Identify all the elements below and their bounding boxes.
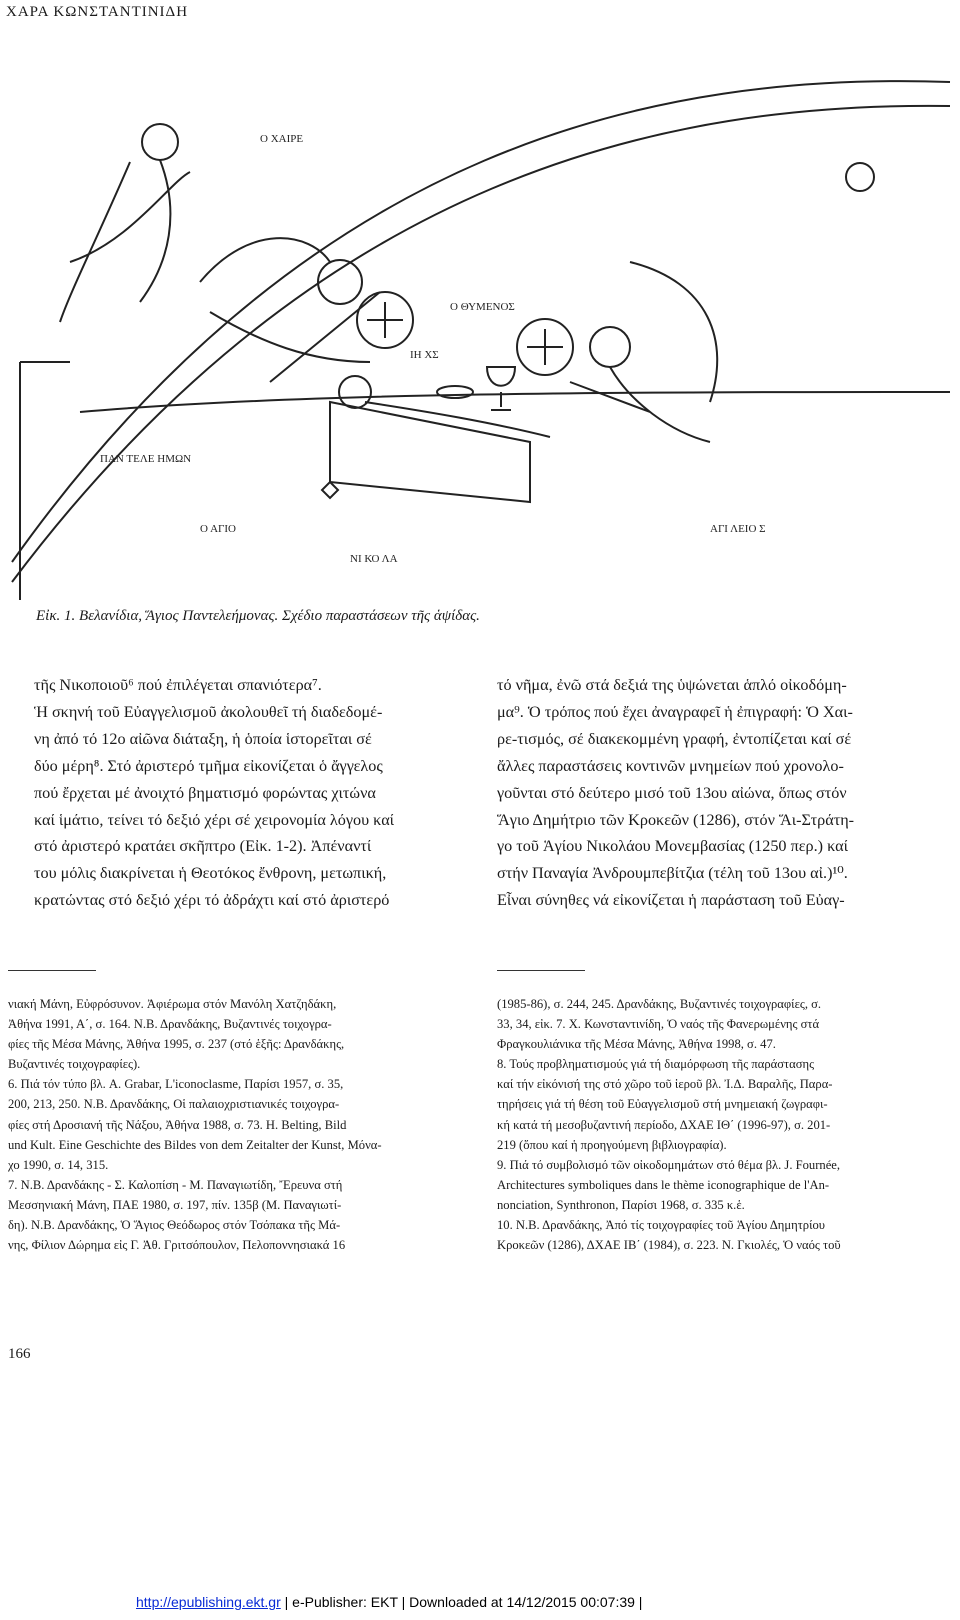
footnote-line: Ἀθήνα 1991, Α΄, σ. 164. Ν.Β. Δρανδάκης, Βυζαντινές τοιχογρα- [8,1017,332,1032]
apse-drawing-figure [10,62,952,600]
body-line: καί ἱμάτιο, τείνει τό δεξιό χέρι σέ χειρονομία λόγου καί [34,810,395,829]
footnote-line: 6. Πιά τόν τύπο βλ. A. Grabar, L'iconoclasme, Παρίσι 1957, σ. 35, [8,1077,344,1092]
body-line: γοῦνται στό δεύτερο μισό τοῦ 13ου αἰώνα, ὅπως στόν [497,783,847,802]
inscription-nikolaos: ΝΙ ΚΟ ΛΑ [350,553,398,565]
apse-arch-inner [12,106,950,582]
angel-right [570,262,717,442]
angel-halo-left [142,124,178,160]
body-line: δύο μέρη⁸. Στό ἀριστερό τμῆμα εἰκονίζεται ὁ ἄγγελος [34,756,383,775]
footnote-rule-left [8,970,96,971]
small-ornament [322,482,338,498]
footnote-line: 7. Ν.Β. Δρανδάκης - Σ. Καλοπίση - Μ. Παναγιωτίδη, Ἔρευνα στή [8,1177,343,1192]
footnote-line: νιακή Μάνη, Εὐφρόσυνον. Ἀφιέρωμα στόν Μανόλη Χατζηδάκη, [8,997,337,1011]
body-line: ρε-τισμός, σέ διακεκομμένη γραφή, ἐντοπίζεται καί σέ [497,729,852,748]
download-footer [136,1594,642,1610]
saint-figure-left [20,362,70,600]
running-head: ΧΑΡΑ ΚΩΝΣΤΑΝΤΙΝΙΔΗ [6,4,189,20]
body-line: μα⁹. Ὁ τρόπος πού ἔχει ἀναγραφεῖ ἡ ἐπιγραφή: Ὁ Χαι- [497,702,853,721]
footnote-line: Κροκεῶν (1286), ΔΧΑΕ ΙΒ΄ (1984), σ. 223. Ν. Γκιολές, Ὁ ναός τοῦ [497,1238,841,1253]
figure-caption: Εἰκ. 1. Βελανίδια, Ἅγιος Παντελεήμονας. Σχέδιο παραστάσεων τῆς ἁψίδας. [36,608,480,624]
footnote-line: 219 (ὅπου καί ἡ προηγούμενη βιβλιογραφία). [497,1137,727,1152]
footnote-line: 200, 213, 250. Ν.Β. Δρανδάκης, Οἱ παλαιοχριστιανικές τοιχογρα- [8,1097,340,1112]
apse-arch-outer [12,81,950,562]
angel-halo-center [318,260,362,304]
footnote-line: 33, 34, εἰκ. 7. Χ. Κωνσταντινίδη, Ὁ ναός τῆς Φανερωμένης στά [497,1017,820,1032]
body-line: τό νῆμα, ἐνῶ στά δεξιά της ὑψώνεται ἁπλό οἰκοδόμη- [497,676,847,694]
page-number: 166 [8,1346,31,1362]
angel-left [60,160,190,322]
footnote-line: νης, Φίλιον Δώρημα εἰς Γ. Ἀθ. Γριτσόπουλον, Πελοποννησιακά 16 [8,1238,346,1253]
footnotes-right [497,994,937,1255]
inscription-chaire: Ο ΧΑΙΡΕ [260,133,304,145]
body-line: νη ἀπό τό 12ο αἰῶνα διάταξη, ἡ ὁποία ἱστορεῖται σέ [34,729,372,748]
footnote-line: δη). Ν.Β. Δρανδάκης, Ὁ Ἅγιος Θεόδωρος στόν Τσόπακα τῆς Μά- [8,1218,341,1233]
paten [437,386,473,398]
inscription-thymenos: Ο ΘΥΜΕΝΟΣ [450,301,515,313]
footnote-line: Φραγκουλιάνικα τῆς Μέσα Μάνης, Ἀθήνα 1998, σ. 47. [497,1037,776,1052]
inscription-ic-xc: ΙΗ ΧΣ [410,349,439,361]
footnote-line: und Kult. Eine Geschichte des Bildes von dem Zeitalter der Kunst, Μόνα- [8,1137,382,1152]
altar-table [330,402,530,502]
body-line: στό ἀριστερό κρατάει σκῆπτρο (Εἰκ. 1-2). Ἀπέναντί [34,837,372,856]
christ-halo [339,376,371,408]
footnote-line: Μεσσηνιακή Μάνη, ΠΑΕ 1980, σ. 197, πίν. 135β (Μ. Παναγιωτί- [8,1197,342,1212]
footnotes-left [8,994,468,1255]
lower-band [80,392,950,412]
cross-right [527,329,563,365]
body-line: του μόλις διακρίνεται ἡ Θεοτόκος ἔνθρονη, μετωπική, [34,864,387,883]
body-line: Εἶναι σύνηθες νά εἰκονίζεται ἡ παράσταση τοῦ Εὐαγ- [497,891,845,910]
footnote-line: 10. Ν.Β. Δρανδάκης, Ἀπό τίς τοιχογραφίες τοῦ Ἁγίου Δημητρίου [497,1218,825,1233]
footnote-rule-right [497,970,585,971]
angel-halo-right [590,327,630,367]
footnote-line: κή κατά τή μεσοβυζαντινή περίοδο, ΔΧΑΕ ΙΘ΄ (1996-97), σ. 201- [497,1117,831,1132]
cross-left [367,302,403,338]
body-line: πού ἔρχεται μέ ἀνοιχτό βηματισμό φορώντας χιτώνα [34,783,376,802]
christ-body [365,402,550,437]
body-column-left [34,672,464,914]
footnote-line: nonciation, Synthronon, Παρίσι 1968, σ. 335 κ.ἑ. [497,1197,745,1212]
footnote-line: Architectures symboliques dans le thème iconographique de l'An- [497,1177,830,1192]
footer-text: | e-Publisher: EKT | Downloaded at 14/12/2015 00:07:39 | [280,1594,643,1610]
body-line: Ἡ σκηνή τοῦ Εὐαγγελισμοῦ ἀκολουθεῖ τή διαδεδομέ- [34,702,383,721]
body-line: στήν Παναγία Ἀνδρουμπεβίτζια (τέλη τοῦ 13ου αἰ.)¹⁰. [497,864,848,883]
epublishing-link[interactable]: http://epublishing.ekt.gr [136,1594,281,1610]
footnote-line: φίες στή Δροσιανή τῆς Νάξου, Ἀθήνα 1988, σ. 73. H. Belting, Bild [8,1117,347,1132]
inscription-agios-right: ΑΓΙ ΛΕΙΟ Σ [710,523,766,535]
body-line: ἄλλες παραστάσεις κοντινῶν μνημείων πού χρονολο- [497,756,844,775]
footnote-line: Βυζαντινές τοιχογραφίες). [8,1057,141,1072]
body-line: Ἅγιο Δημήτριο τῶν Κροκεῶν (1286), στόν Ἅι-Στράτη- [497,810,855,829]
footnote-line: 8. Τούς προβληματισμούς γιά τή διαμόρφωση τῆς παράστασης [497,1057,815,1072]
footnote-line: (1985-86), σ. 244, 245. Δρανδάκης, Βυζαντινές τοιχογραφίες, σ. [497,997,822,1011]
footnote-line: φίες τῆς Μέσα Μάνης, Ἀθήνα 1995, σ. 237 (στό ἑξῆς: Δρανδάκης, [8,1037,345,1052]
body-line: κρατώντας στό δεξιό χέρι τό ἀδράχτι καί στό ἀριστερό [34,891,390,910]
body-column-right [497,672,931,914]
body-line: γο τοῦ Ἁγίου Νικολάου Μονεμβασίας (1250 περ.) καί [497,837,848,856]
footnote-line: τηρήσεις γιά τή θέση τοῦ Εὐαγγελισμοῦ στή μνημειακή ζωγραφι- [497,1097,828,1112]
bust-halo-right [846,163,874,191]
footnote-line: χο 1990, σ. 14, 315. [8,1157,109,1172]
body-line: τῆς Νικοποιοῦ⁶ πού ἐπιλέγεται σπανιότερα⁷. [34,676,322,694]
inscription-agios: Ο ΑΓΙΟ [200,523,236,535]
footnote-line: 9. Πιά τό συμβολισμό τῶν οἰκοδομημάτων στό θέμα βλ. J. Fournée, [497,1157,841,1172]
chalice [487,367,515,410]
footnote-line: καί τήν εἰκόνισή της στό χῶρο τοῦ ἱεροῦ βλ. Ἰ.Δ. Βαραλῆς, Παρα- [497,1077,833,1092]
inscription-panteleimon: ΠΑΝ ΤΕΛΕ ΗΜΩΝ [100,453,192,465]
